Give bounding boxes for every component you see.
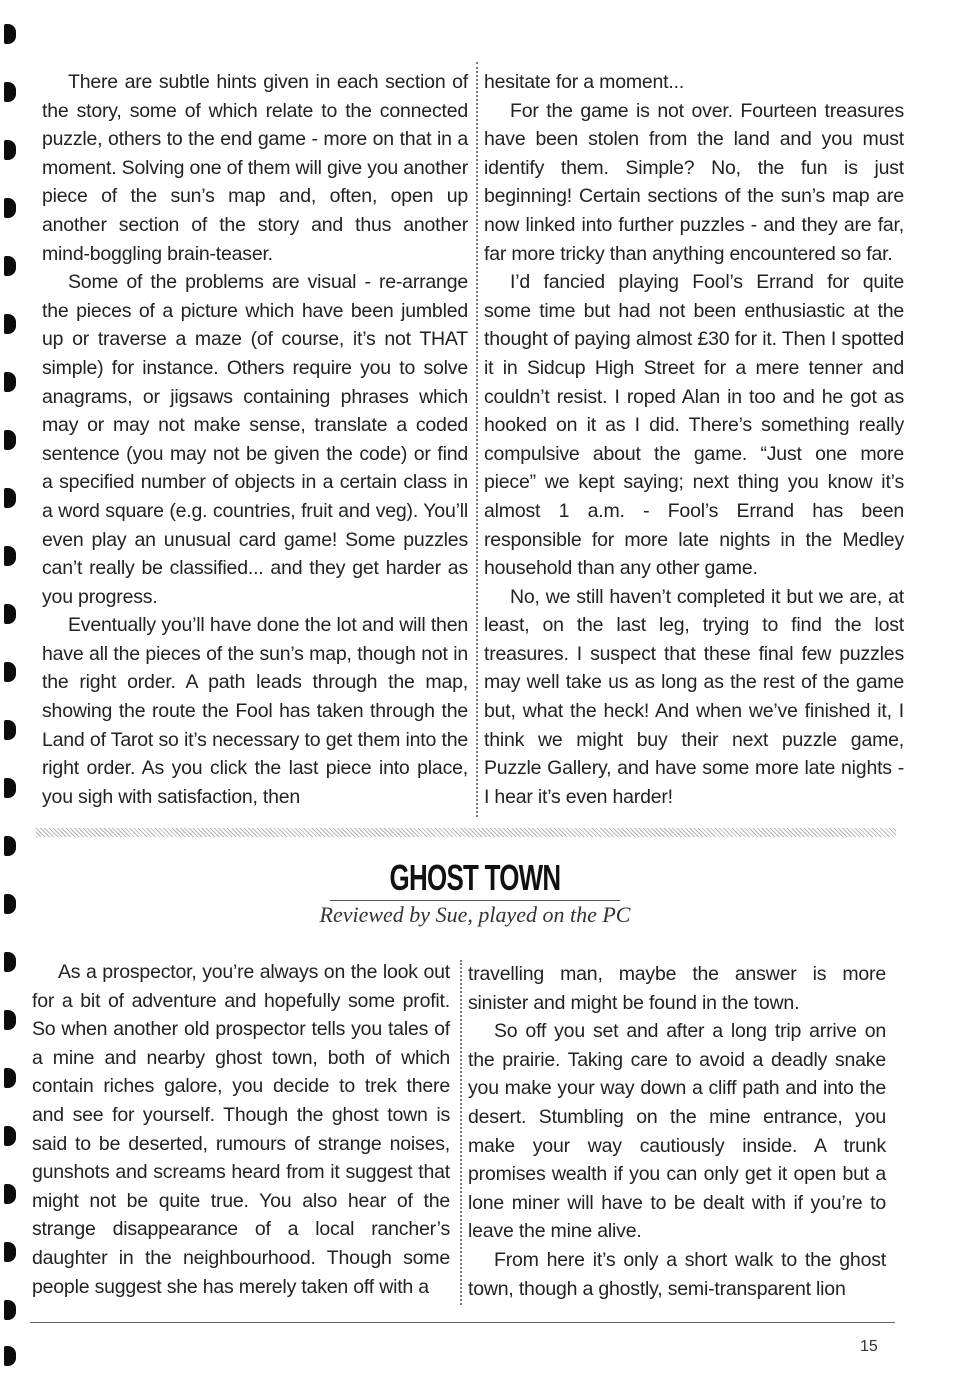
column-divider [460, 960, 462, 1305]
binding-hole [4, 1126, 16, 1146]
paragraph: travelling man, maybe the answer is more sinister and might be found in the town. [468, 963, 886, 1014]
binding-hole [4, 894, 16, 914]
review2-left-column [32, 958, 450, 1301]
binding-hole [4, 82, 16, 102]
review2-right-column [468, 960, 886, 1303]
binding-hole [4, 546, 16, 566]
paragraph: hesitate for a moment... [484, 71, 685, 93]
binding-hole [4, 1346, 16, 1366]
review-byline: Reviewed by Sue, played on the PC [319, 902, 631, 927]
binding-hole [4, 140, 16, 160]
binding-holes [0, 0, 22, 1375]
binding-hole [4, 662, 16, 682]
binding-hole [4, 1300, 16, 1320]
paragraph: There are subtle hints given in each section of the story, some of which relate to the connected puzzle, others to the end game - more on that in a moment. Solving one of them will give you another piece of the sun’s map and, often, open up another section of the story and thus another mind-boggling brain-teaser. [42, 71, 468, 265]
binding-hole [4, 836, 16, 856]
paragraph: From here it’s only a short walk to the ghost town, though a ghostly, semi-transparent lion [468, 1248, 886, 1300]
paragraph: Some of the problems are visual - re-arrange the pieces of a picture which have been jumbled up or traverse a maze (of course, it’s not THAT simple) for instance. Others require you to solve anagrams, or jigsaws containing phrases which may or may not make sense, translate a coded sentence (you may not be given the code) or find a specified number of objects in a certain class in a word square (e.g. countries, fruit and veg). You’ll even play an unusual card game! Some puzzles can’t really be classified... and they get harder as you progress. [42, 271, 468, 608]
binding-hole [4, 24, 16, 44]
binding-hole [4, 314, 16, 334]
binding-hole [4, 256, 16, 276]
paragraph: So off you set and after a long trip arrive on the prairie. Taking care to avoid a deadly snake you make your way down a cliff path and into the desert. Stumbling on the mine entrance, you make your way cautiously inside. A trunk promises wealth if you can only get it open but a lone miner will have to be dealt with if you’re to leave the mine alive. [468, 1020, 886, 1243]
binding-hole [4, 1010, 16, 1030]
binding-hole [4, 198, 16, 218]
review1-left-column [42, 68, 468, 811]
title-underline [330, 900, 620, 901]
binding-hole [4, 720, 16, 740]
binding-hole [4, 604, 16, 624]
binding-hole [4, 1068, 16, 1088]
review1-right-column [484, 68, 904, 811]
binding-hole [4, 1184, 16, 1204]
paragraph: For the game is not over. Fourteen treasures have been stolen from the land and you must identify them. Simple? No, the fun is just beginning! Certain sections of the sun’s map are now linked into further puzzles - and they are far, far more tricky than anything encountered so far. [484, 99, 904, 265]
binding-hole [4, 778, 16, 798]
page-number: 15 [860, 1338, 878, 1355]
binding-hole [4, 488, 16, 508]
paragraph: No, we still haven’t completed it but we are, at least, on the last leg, trying to find the lost treasures. I suspect that these final few puzzles may well take us as long as the rest of the game but, what the heck! And when we’ve finished it, I think we might buy their next puzzle game, Puzzle Gallery, and have some more late nights - I hear it’s even harder! [484, 585, 904, 808]
binding-hole [4, 372, 16, 392]
paragraph: As a prospector, you’re always on the look out for a bit of adventure and hopefully some profit. So when another old prospector tells you tales of a mine and nearby ghost town, both of which contain riches galore, you decide to trek there and see for yourself. Though the ghost town is said to be deserted, rumours of strange noises, gunshots and screams heard from it suggest that might not be quite true. You also hear of the strange disappearance of a local rancher’s daughter in the neighbourhood. Though some people suggest she has merely taken off with a [32, 961, 450, 1298]
paragraph: Eventually you’ll have done the lot and will then have all the pieces of the sun’s map, though not in the right order. A path leads through the map, showing the route the Fool has taken through the Land of Tarot so it’s necessary to get them into the right order. As you click the last piece into place, you sigh with satisfaction, then [42, 614, 468, 808]
section-divider [36, 828, 896, 837]
footer-rule [30, 1322, 895, 1323]
column-divider [476, 62, 478, 817]
binding-hole [4, 952, 16, 972]
binding-hole [4, 430, 16, 450]
binding-hole [4, 1242, 16, 1262]
paragraph: I’d fancied playing Fool’s Errand for quite some time but had not been enthusiastic at the thought of paying almost £30 for it. Then I spotted it in Sidcup High Street for a mere tenner and couldn’t resist. I roped Alan in too and he got as hooked on it as I did. There’s something really compulsive about the game. “Just one more piece” we kept saying; next thing you know it’s almost 1 a.m. - Fool’s Errand has been responsible for more late nights in the Medley household than any other game. [484, 271, 904, 580]
review-title: GHOST TOWN [389, 857, 561, 898]
